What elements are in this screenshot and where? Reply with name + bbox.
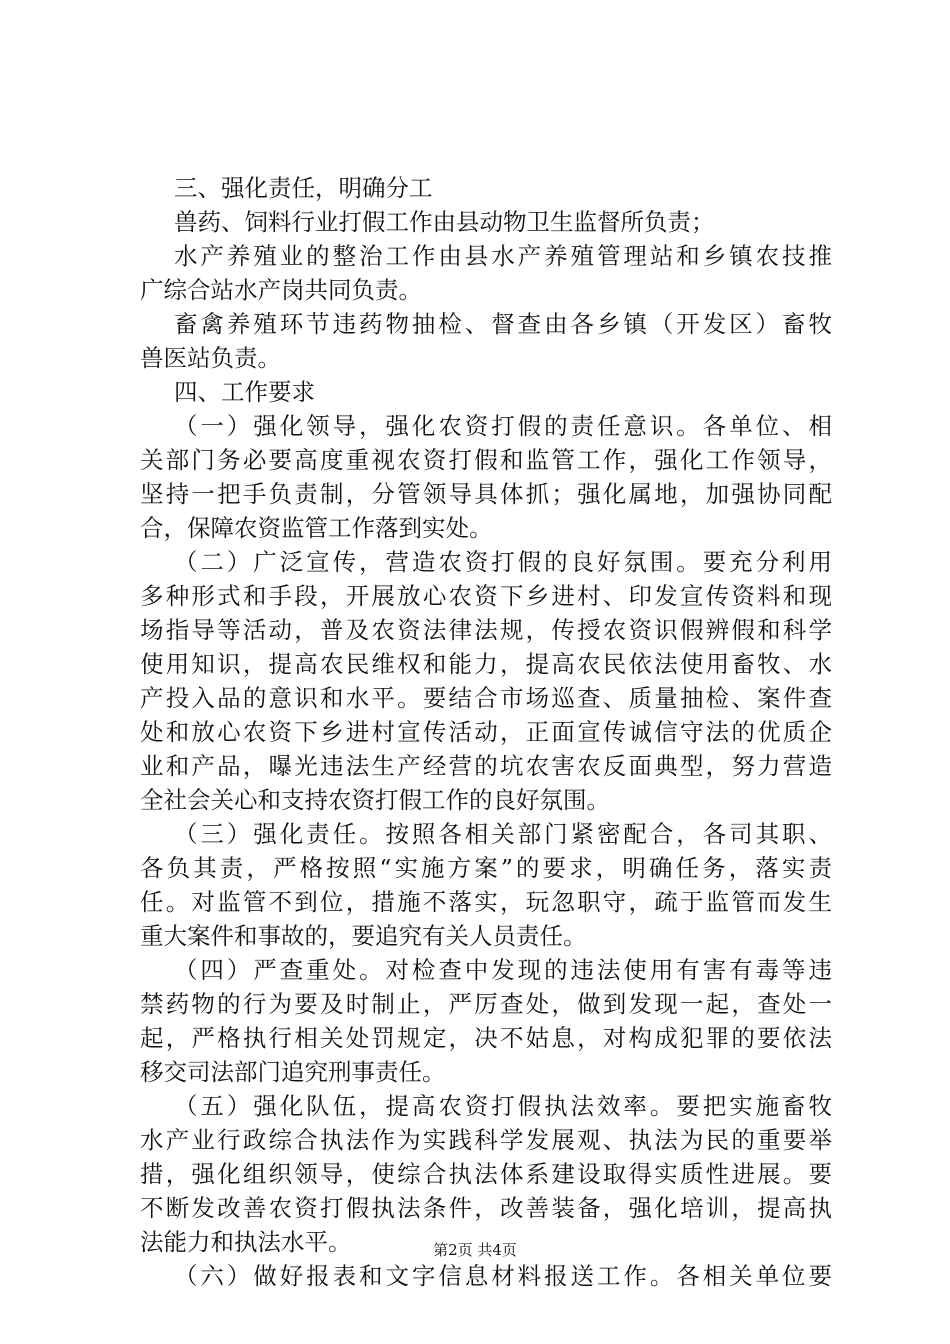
text-line: 业和产品，曝光违法生产经营的坑农害农反面典型，努力营造 bbox=[140, 752, 832, 780]
text-line: 水产业行政综合执法作为实践科学发展观、执法为民的重要举 bbox=[140, 1126, 832, 1154]
text-line: 坚持一把手负责制，分管领导具体抓；强化属地，加强协同配 bbox=[140, 480, 832, 508]
text-line: 重大案件和事故的，要追究有关人员责任。 bbox=[140, 922, 587, 950]
text-line: （六）做好报表和文字信息材料报送工作。各相关单位要 bbox=[174, 1262, 832, 1290]
text-line: （三）强化责任。按照各相关部门紧密配合，各司其职、 bbox=[174, 820, 832, 848]
text-line: 起，严格执行相关处罚规定，决不姑息，对构成犯罪的要依法 bbox=[140, 1024, 832, 1052]
text-line: 移交司法部门追究刑事责任。 bbox=[140, 1058, 446, 1086]
text-line: 畜禽养殖环节违药物抽检、督查由各乡镇（开发区）畜牧 bbox=[174, 310, 832, 338]
text-line: 措，强化组织领导，使综合执法体系建设取得实质性进展。要 bbox=[140, 1160, 832, 1188]
text-line: 合，保障农资监管工作落到实处。 bbox=[140, 514, 493, 542]
text-line: （五）强化队伍，提高农资打假执法效率。要把实施畜牧 bbox=[174, 1092, 832, 1120]
text-line: 关部门务必要高度重视农资打假和监管工作，强化工作领导， bbox=[140, 446, 832, 474]
text-line: 广综合站水产岗共同负责。 bbox=[140, 276, 422, 304]
text-line: 多种形式和手段，开展放心农资下乡进村、印发宣传资料和现 bbox=[140, 582, 832, 610]
text-line: （四）严查重处。对检查中发现的违法使用有害有毒等违 bbox=[174, 956, 832, 984]
text-line: 法能力和执法水平。 bbox=[140, 1228, 352, 1256]
text-line: 兽医站负责。 bbox=[140, 344, 281, 372]
text-line: 水产养殖业的整治工作由县水产养殖管理站和乡镇农技推 bbox=[174, 242, 832, 270]
document-body bbox=[140, 171, 832, 1293]
text-line: （一）强化领导，强化农资打假的责任意识。各单位、相 bbox=[174, 412, 832, 440]
page-footer: 第2页 共4页 bbox=[433, 1241, 517, 1259]
text-line: 兽药、饲料行业打假工作由县动物卫生监督所负责； bbox=[174, 208, 715, 236]
text-line: 四、工作要求 bbox=[174, 378, 315, 406]
text-line: （二）广泛宣传，营造农资打假的良好氛围。要充分利用 bbox=[174, 548, 832, 576]
text-line: 三、强化责任，明确分工 bbox=[174, 174, 433, 202]
text-line: 使用知识，提高农民维权和能力，提高农民依法使用畜牧、水 bbox=[140, 650, 832, 678]
text-line: 处和放心农资下乡进村宣传活动，正面宣传诚信守法的优质企 bbox=[140, 718, 832, 746]
text-line: 全社会关心和支持农资打假工作的良好氛围。 bbox=[140, 786, 610, 814]
text-line: 任。对监管不到位，措施不落实，玩忽职守，疏于监管而发生 bbox=[140, 888, 832, 916]
text-line: 不断发改善农资打假执法条件，改善装备，强化培训，提高执 bbox=[140, 1194, 832, 1222]
text-line: 场指导等活动，普及农资法律法规，传授农资识假辨假和科学 bbox=[140, 616, 832, 644]
text-line: 禁药物的行为要及时制止，严厉查处，做到发现一起，查处一 bbox=[140, 990, 832, 1018]
text-line: 各负其责，严格按照“实施方案”的要求，明确任务，落实责 bbox=[140, 854, 832, 882]
text-line: 产投入品的意识和水平。要结合市场巡查、质量抽检、案件查 bbox=[140, 684, 832, 712]
